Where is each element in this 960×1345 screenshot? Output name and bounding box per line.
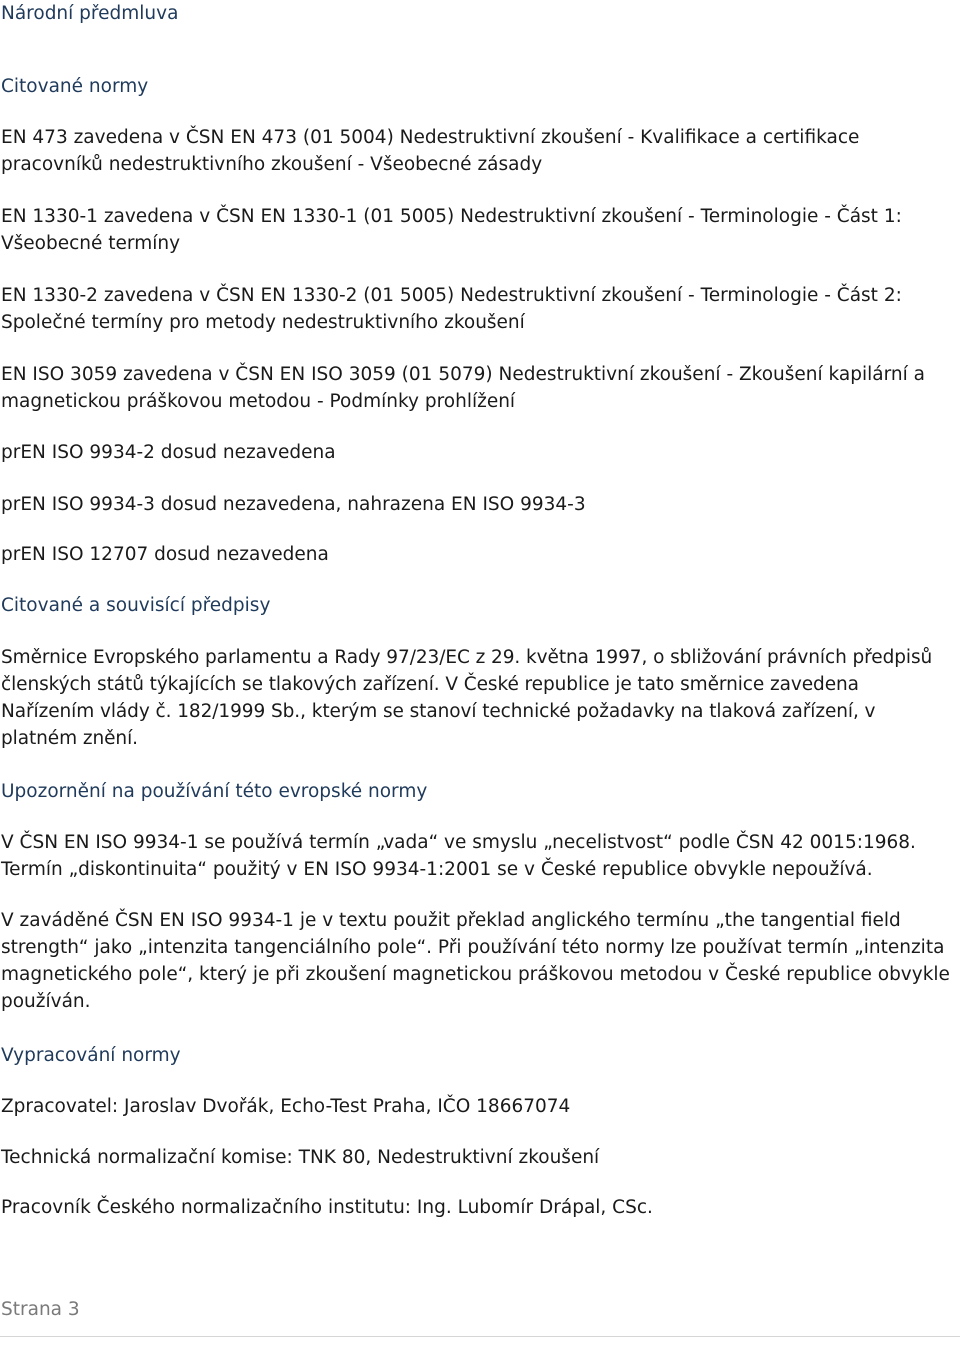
preparation-committee: Technická normalizační komise: TNK 80, Nedestruktivní zkoušení (1, 1147, 600, 1168)
section-heading-cited-norms: Citované normy (1, 76, 149, 97)
preparation-institute: Pracovník Českého normalizačního institutu: Ing. Lubomír Drápal, CSc. (1, 1197, 653, 1218)
regulation-paragraph: Směrnice Evropského parlamentu a Rady 97/23/EC z 29. května 1997, o sbližování právních předpisů členských států týkajících se tlakových zařízení. V České republice je tato směrnice zavedena Nařízením vlády č. 182/1999 Sb., kterým se stanoví technické požadavky na tlaková zařízení, v platném znění. (1, 647, 933, 749)
norm-item: EN 1330-1 zavedena v ČSN EN 1330-1 (01 5005) Nedestruktivní zkoušení - Terminologie - Část 1: Všeobecné termíny (1, 206, 902, 254)
section-heading-notice: Upozornění na používání této evropské normy (1, 781, 428, 802)
norm-item: prEN ISO 9934-2 dosud nezavedena (1, 442, 336, 463)
footer-divider (0, 1336, 960, 1337)
section-heading-preparation: Vypracování normy (1, 1045, 181, 1066)
norm-item: prEN ISO 9934-3 dosud nezavedena, nahrazena EN ISO 9934-3 (1, 494, 586, 515)
norm-item: prEN ISO 12707 dosud nezavedena (1, 544, 329, 565)
norm-item: EN 473 zavedena v ČSN EN 473 (01 5004) Nedestruktivní zkoušení - Kvalifikace a certifikace pracovníků nedestruktivního zkoušení - Všeobecné zásady (1, 127, 860, 175)
norm-item: EN ISO 3059 zavedena v ČSN EN ISO 3059 (01 5079) Nedestruktivní zkoušení - Zkoušení kapilární a magnetickou práškovou metodou - Podmínky prohlížení (1, 364, 925, 412)
norm-item: EN 1330-2 zavedena v ČSN EN 1330-2 (01 5005) Nedestruktivní zkoušení - Terminologie - Část 2: Společné termíny pro metody nedestruktivního zkoušení (1, 285, 902, 333)
notice-paragraph: V ČSN EN ISO 9934-1 se používá termín „vada“ ve smyslu „necelistvost“ podle ČSN 42 0015:1968. Termín „diskontinuita“ použitý v EN ISO 9934-1:2001 se v České republice obvykle nepoužívá. (1, 832, 916, 880)
section-heading-related-regulations: Citované a souvisící předpisy (1, 595, 271, 616)
page-title: Národní předmluva (1, 3, 179, 24)
page-number: Strana 3 (1, 1299, 80, 1320)
notice-paragraph: V zaváděné ČSN EN ISO 9934-1 je v textu použit překlad anglického termínu „the tangential field strength“ jako „intenzita tangenciálního pole“. Při používání této normy lze používat termín „intenzita magnetického pole“, který je při zkoušení magnetickou práškovou metodou v České republice obvykle používán. (1, 910, 950, 1012)
preparation-author: Zpracovatel: Jaroslav Dvořák, Echo-Test Praha, IČO 18667074 (1, 1096, 571, 1117)
